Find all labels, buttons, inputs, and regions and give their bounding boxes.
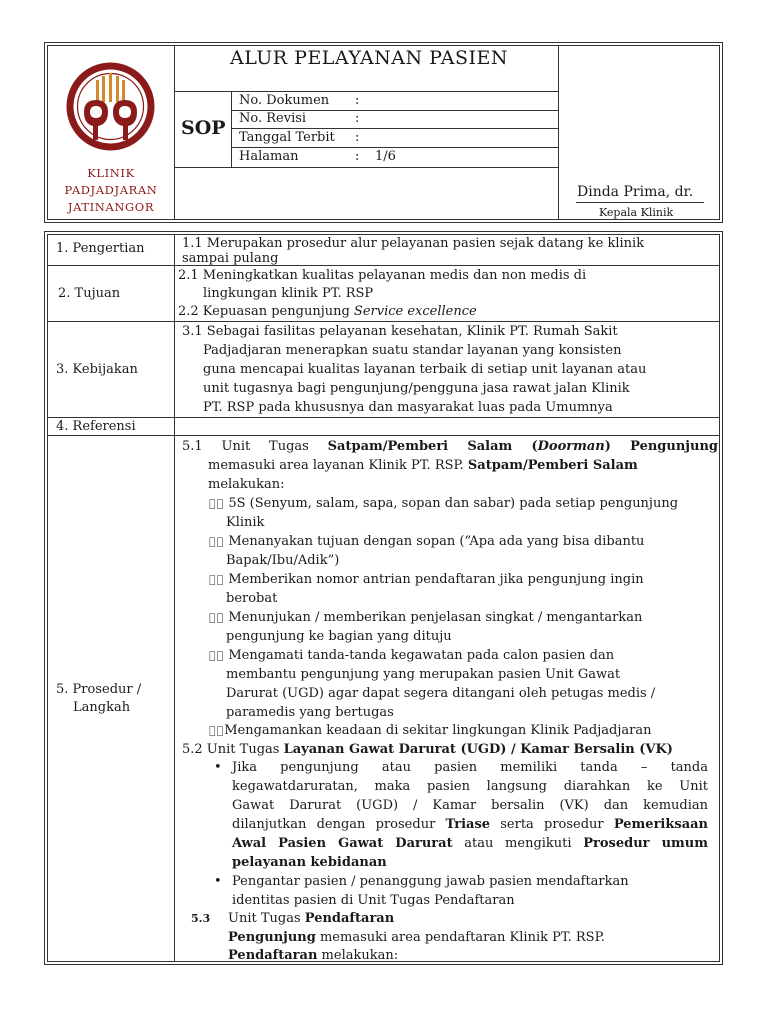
sop-divider bbox=[231, 91, 232, 167]
list-item-cont: berobat bbox=[226, 591, 278, 606]
prosedur-51-line: melakukan: bbox=[208, 477, 285, 492]
row-label-pengertian: 1. Pengertian bbox=[56, 241, 145, 256]
text-part: Unit Tugas bbox=[228, 911, 305, 926]
text-part: memasuki area pendaftaran Klinik PT. RSP. bbox=[315, 930, 605, 945]
list-item-cont: Klinik bbox=[226, 515, 265, 530]
kebijakan-text: PT. RSP pada khususnya dan masyarakat luas pada Umumnya bbox=[203, 400, 613, 415]
list-item-cont: membantu pengunjung yang merupakan pasien Unit Gawat bbox=[226, 667, 621, 682]
list-item-text: Jika pengunjung atau pasien memiliki tanda – tanda bbox=[232, 760, 708, 775]
text-part: 5.1 Unit Tugas bbox=[182, 439, 328, 454]
list-item bbox=[209, 570, 644, 589]
sop-label: SOP bbox=[181, 117, 226, 139]
prosedur-51-line bbox=[208, 456, 638, 475]
list-item-text: Pengantar pasien / penanggung jawab pasien mendaftarkan bbox=[232, 874, 629, 889]
text-part: melakukan: bbox=[317, 948, 399, 963]
list-item-cont: Darurat (UGD) agar dapat segera ditangani oleh petugas medis / bbox=[226, 686, 656, 701]
bullet-dot-icon: • bbox=[214, 874, 222, 889]
text-bold: Triase bbox=[445, 817, 491, 832]
document-title: ALUR PELAYANAN PASIEN bbox=[230, 47, 508, 69]
text-bold: Satpam/Pemberi Salam bbox=[467, 458, 638, 473]
prosedur-53-number: 5.3 bbox=[191, 912, 211, 925]
bullet-icon bbox=[209, 535, 224, 548]
row-label-tujuan: 2. Tujuan bbox=[58, 286, 121, 301]
clinic-logo-icon bbox=[64, 60, 157, 153]
list-item-text: identitas pasien di Unit Tugas Pendaftaran bbox=[232, 893, 515, 908]
kebijakan-text: guna mencapai kualitas layanan terbaik di setiap unit layanan atau bbox=[203, 362, 647, 377]
header-divider-sign bbox=[558, 45, 559, 220]
text-bold: ( bbox=[512, 439, 538, 454]
header-divider-logo bbox=[174, 45, 175, 220]
text-part: atau mengikuti bbox=[452, 836, 584, 851]
kebijakan-text: unit tugasnya bagi pengunjung/pengguna jasa rawat jalan Klinik bbox=[203, 381, 630, 396]
text-bold: Layanan Gawat Darurat (UGD) / Kamar Bersalin (VK) bbox=[283, 742, 673, 757]
signatory-role: Kepala Klinik bbox=[599, 206, 674, 219]
list-item bbox=[209, 494, 678, 513]
list-item bbox=[209, 608, 642, 627]
body-column-divider bbox=[174, 234, 175, 962]
kebijakan-text: Padjadjaran menerapkan suatu standar layanan yang konsisten bbox=[203, 343, 622, 358]
list-item-cont: paramedis yang bertugas bbox=[226, 705, 394, 720]
tujuan-text: 2.1 Meningkatkan kualitas pelayanan medis dan non medis di bbox=[178, 268, 587, 283]
meta-separator: : bbox=[355, 130, 360, 145]
meta-label: Halaman bbox=[239, 149, 299, 164]
row-label-langkah: Langkah bbox=[73, 700, 131, 715]
prosedur-53-line bbox=[228, 946, 398, 965]
list-item-text bbox=[232, 815, 708, 834]
bullet-dot-icon: • bbox=[214, 760, 222, 775]
meta-label: No. Dokumen bbox=[239, 93, 330, 108]
bullet-icon bbox=[209, 724, 224, 737]
list-item-text: Mengamati tanda-tanda kegawatan pada calon pasien dan bbox=[209, 648, 595, 663]
list-item bbox=[209, 532, 644, 551]
bullet-icon bbox=[209, 497, 224, 510]
signatory-name: Dinda Prima, dr. bbox=[577, 184, 694, 200]
row-divider bbox=[47, 435, 720, 436]
meta-bottom-line bbox=[174, 167, 558, 168]
text-bold: Awal Pasien Gawat Darurat bbox=[232, 836, 453, 851]
row-label-referensi: 4. Referensi bbox=[56, 419, 136, 434]
clinic-name-line: KLINIK bbox=[87, 166, 135, 180]
text-bold: Pendaftaran bbox=[304, 911, 395, 926]
clinic-name-line: PADJADJARAN bbox=[64, 183, 158, 197]
list-item bbox=[209, 721, 651, 740]
text-part: serta prosedur bbox=[490, 817, 614, 832]
text-part: memasuki area layanan Klinik PT. RSP. bbox=[208, 458, 468, 473]
row-divider bbox=[47, 417, 720, 418]
bullet-icon bbox=[209, 649, 224, 662]
meta-label: No. Revisi bbox=[239, 111, 307, 126]
bullet-icon bbox=[209, 611, 224, 624]
tujuan-text: lingkungan klinik PT. RSP bbox=[203, 286, 374, 301]
list-item-text: kegawatdaruratan, maka pasien langsung diarahkan ke Unit bbox=[232, 779, 708, 794]
text-bold: Prosedur umum bbox=[583, 836, 708, 851]
prosedur-51-heading bbox=[182, 437, 718, 456]
list-item-text: Menunjukan / memberikan penjelasan singkat / mengantarkan bbox=[209, 610, 624, 625]
meta-separator: : bbox=[355, 149, 360, 164]
signatory-underline bbox=[576, 202, 704, 203]
text-part: 5.2 Unit Tugas bbox=[182, 742, 284, 757]
meta-separator: : bbox=[355, 111, 360, 126]
text-bold: Pemeriksaan bbox=[613, 817, 708, 832]
meta-row-line bbox=[231, 128, 558, 129]
list-item-text: Mengamankan keadaan di sekitar lingkungan Klinik Padjadjaran bbox=[209, 723, 637, 738]
meta-value: 1/6 bbox=[375, 149, 396, 164]
text-bold: Satpam/Pemberi Salam bbox=[327, 439, 513, 454]
clinic-name-line: JATINANGOR bbox=[67, 200, 155, 214]
list-item-text bbox=[232, 834, 708, 853]
list-item-text: Gawat Darurat (UGD) / Kamar bersalin (VK) dan kemudian bbox=[232, 798, 708, 813]
list-item-cont: pengunjung ke bagian yang dituju bbox=[226, 629, 452, 644]
text-part: dilanjutkan dengan prosedur bbox=[232, 817, 446, 832]
tujuan-text bbox=[178, 302, 477, 321]
text-bold-italic: Doorman bbox=[537, 439, 605, 454]
list-item-cont: Bapak/Ibu/Adik”) bbox=[226, 553, 340, 568]
list-item-text: pelayanan kebidanan bbox=[232, 855, 387, 870]
text-bold: Pendaftaran bbox=[228, 948, 318, 963]
text-bold: Pengunjung bbox=[630, 439, 718, 454]
prosedur-53-heading bbox=[228, 909, 394, 928]
prosedur-53-line bbox=[228, 928, 605, 947]
meta-separator: : bbox=[355, 93, 360, 108]
row-label-kebijakan: 3. Kebijakan bbox=[56, 362, 138, 377]
tujuan-text-part: 2.2 Kepuasan pengunjung bbox=[178, 304, 354, 319]
meta-label: Tanggal Terbit bbox=[239, 130, 335, 145]
list-item-text: Memberikan nomor antrian pendaftaran jika pengunjung ingin bbox=[209, 572, 625, 587]
kebijakan-text: 3.1 Sebagai fasilitas pelayanan kesehatan, Klinik PT. Rumah Sakit bbox=[182, 324, 618, 339]
tujuan-text-italic: Service excellence bbox=[353, 304, 477, 319]
row-label-prosedur: 5. Prosedur / bbox=[56, 682, 142, 697]
bullet-icon bbox=[209, 573, 224, 586]
list-item-text: 5S (Senyum, salam, sapa, sopan dan sabar) pada setiap pengunjung bbox=[209, 496, 659, 511]
prosedur-52-heading bbox=[182, 740, 673, 759]
list-item bbox=[209, 646, 614, 665]
meta-row-line bbox=[231, 147, 558, 148]
text-bold: ) bbox=[604, 439, 631, 454]
pengertian-text: sampai pulang bbox=[182, 251, 279, 266]
pengertian-text: 1.1 Merupakan prosedur alur pelayanan pasien sejak datang ke klinik bbox=[182, 236, 645, 251]
list-item-text: Menanyakan tujuan dengan sopan (“Apa ada yang bisa dibantu bbox=[209, 534, 626, 549]
text-bold: Pengunjung bbox=[228, 930, 316, 945]
